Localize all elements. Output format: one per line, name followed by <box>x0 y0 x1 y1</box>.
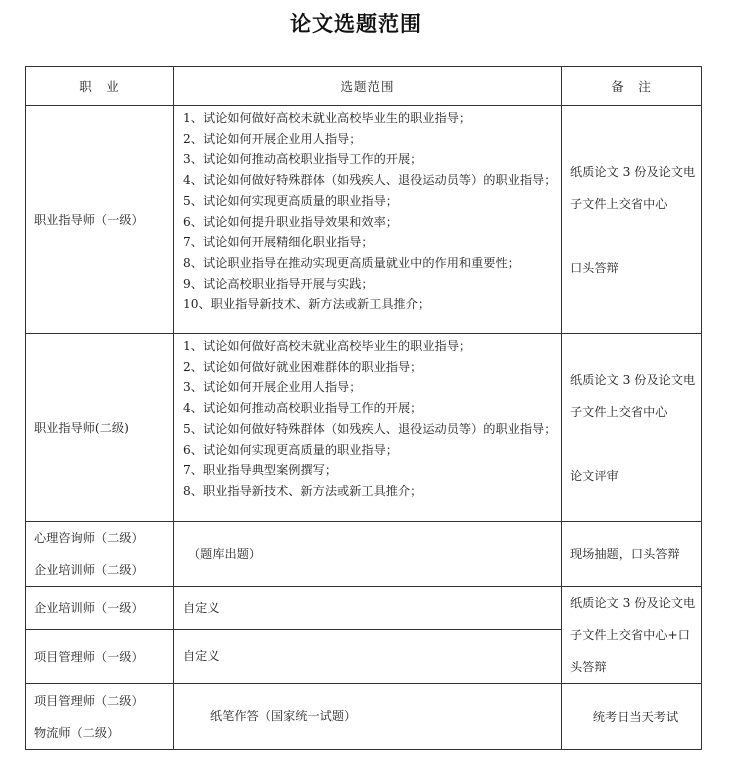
topic-item: 2、试论如何开展企业用人指导； <box>183 131 362 146</box>
job-name: 心理咨询师（二级） <box>34 531 144 545</box>
job-cell <box>26 522 174 587</box>
note-cell <box>562 522 702 587</box>
topic-item: 3、试论如何开展企业用人指导； <box>183 380 362 395</box>
topic-table <box>25 66 702 750</box>
table-row <box>26 587 702 630</box>
topic-item: 3、试论如何推动高校职业指导工作的开展； <box>183 152 423 167</box>
job-name: 项目管理师（二级） <box>34 693 144 708</box>
topic-item: 7、职业指导典型案例撰写； <box>183 463 338 478</box>
note-cell <box>562 587 702 684</box>
note-text: 现场抽题，口头答辩 <box>570 547 680 561</box>
topic-text: （题库出题） <box>188 546 262 561</box>
job-cell <box>26 587 174 630</box>
note-text: 纸质论文 3 份及论文电子文件上交省中心+口头答辩 <box>570 596 696 674</box>
topic-item: 2、试论如何做好就业困难群体的职业指导； <box>183 359 423 374</box>
topics-cell <box>174 587 562 630</box>
job-name: 物流师（二级） <box>34 725 120 740</box>
topic-item: 5、试论如何做好特殊群体（如残疾人、退役运动员等）的职业指导； <box>183 421 557 436</box>
topics-cell <box>174 630 562 684</box>
topic-item: 10、职业指导新技术、新方法或新工具推介； <box>183 297 431 312</box>
job-name: 企业培训师（二级） <box>34 563 144 577</box>
topic-item: 7、试论如何开展精细化职业指导； <box>183 235 374 250</box>
table-row <box>26 684 702 750</box>
topics-cell <box>174 522 562 587</box>
note-cell <box>562 106 702 334</box>
topic-item: 4、试论如何做好特殊群体（如残疾人、退役运动员等）的职业指导； <box>183 173 557 188</box>
topic-text: 自定义 <box>183 649 220 664</box>
table-row <box>26 334 702 522</box>
topic-item: 4、试论如何推动高校职业指导工作的开展； <box>183 401 423 416</box>
topics-cell <box>174 106 562 334</box>
topic-text: 纸笔作答（国家统一试题） <box>210 709 357 724</box>
note-text: 纸质论文 3 份及论文电子文件上交省中心 <box>570 372 696 419</box>
page-title: 论文选题范围 <box>290 12 422 36</box>
header-job: 职 业 <box>26 67 174 106</box>
topic-item: 1、试论如何做好高校未就业高校毕业生的职业指导； <box>183 339 472 353</box>
topic-text: 自定义 <box>183 600 220 615</box>
job-name: 职业指导师（一级） <box>34 212 144 227</box>
note-extra: 论文评审 <box>570 468 619 483</box>
table-row <box>26 522 702 587</box>
job-name: 职业指导师(二级) <box>34 420 129 435</box>
note-text: 纸质论文 3 份及论文电子文件上交省中心 <box>570 164 696 211</box>
table-header-row <box>26 67 702 106</box>
job-name: 项目管理师（一级） <box>34 649 144 664</box>
topic-item: 8、试论职业指导在推动实现更高质量就业中的作用和重要性； <box>183 255 520 270</box>
topic-item: 6、试论如何实现更高质量的职业指导； <box>183 442 398 457</box>
note-cell <box>562 684 702 750</box>
header-topics: 选题范围 <box>174 67 562 106</box>
topic-item: 8、职业指导新技术、新方法或新工具推介； <box>183 483 423 498</box>
topic-item: 5、试论如何实现更高质量的职业指导； <box>183 193 398 208</box>
topics-cell <box>174 334 562 522</box>
header-notes: 备 注 <box>562 67 702 106</box>
note-text: 统考日当天考试 <box>592 709 679 724</box>
job-name: 企业培训师（一级） <box>34 601 144 616</box>
topic-item: 6、试论如何提升职业指导效果和效率； <box>183 214 398 229</box>
job-cell <box>26 684 174 750</box>
topics-cell <box>174 684 562 750</box>
topic-item: 1、试论如何做好高校未就业高校毕业生的职业指导； <box>183 111 472 125</box>
table-row <box>26 106 702 334</box>
job-cell <box>26 106 174 334</box>
topic-item: 9、试论高校职业指导开展与实践； <box>183 276 374 291</box>
job-cell <box>26 334 174 522</box>
note-cell <box>562 334 702 522</box>
job-cell <box>26 630 174 684</box>
note-extra: 口头答辩 <box>570 260 619 275</box>
